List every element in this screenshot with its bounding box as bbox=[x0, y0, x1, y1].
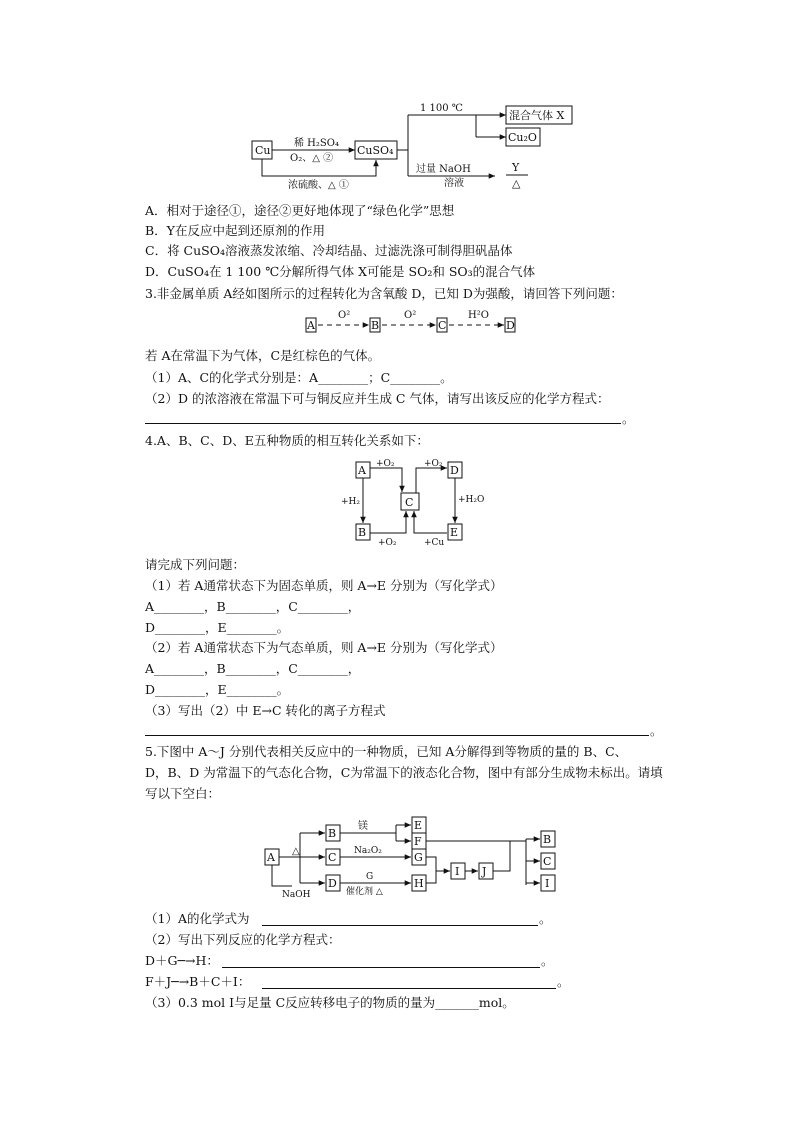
q5-stem-3: 写以下空白： bbox=[145, 786, 221, 801]
node-cu2o-label: Cu₂O bbox=[508, 131, 537, 144]
q3-condition: 若 A在常温下为气体，C是红棕色的气体。 bbox=[145, 348, 381, 363]
q5-catalyst-label: 催化剂 △ bbox=[346, 887, 383, 897]
q5-node-a-label: A bbox=[267, 851, 275, 864]
q5-node-i2-label: I bbox=[545, 877, 550, 890]
q5-part2a-line bbox=[222, 967, 540, 968]
q5-node-c-label: C bbox=[328, 851, 337, 864]
q3-reagent-2: O² bbox=[404, 310, 417, 321]
option-c: C．将 CuSO₄溶液蒸发浓缩、冷却结晶、过滤洗涤可制得胆矾晶体 bbox=[145, 243, 513, 258]
q5-node-c2-label: C bbox=[543, 855, 552, 868]
q3-part2: （2）D 的浓溶液在常温下可与铜反应并生成 C 气体，请写出该反应的化学方程式： bbox=[145, 391, 610, 406]
option-a: A．相对于途径①，途径②更好地体现了“绿色化学”思想 bbox=[145, 203, 455, 218]
q5-mg-label: 镁 bbox=[358, 821, 368, 832]
q5-part1-line bbox=[262, 925, 538, 926]
q4-label-ac: +O₂ bbox=[376, 459, 395, 469]
q5-part2b: F＋J─→B＋C＋I： bbox=[145, 974, 251, 989]
q3-end: 。 bbox=[622, 411, 635, 426]
q5-g-label: G bbox=[366, 872, 374, 882]
q3-stem: 3.非金属单质 A经如图所示的过程转化为含氧酸 D，已知 D为强酸，请回答下列问题： bbox=[145, 286, 623, 301]
q3-chain-diagram bbox=[300, 310, 520, 336]
q4-label-cd: +O₂ bbox=[424, 459, 443, 469]
q5-node-h-label: H bbox=[414, 877, 424, 890]
node-cuso4-label: CuSO₄ bbox=[357, 144, 394, 157]
q4-part1-line2: D________，E________。 bbox=[145, 620, 290, 635]
q5-part1: （1）A的化学式为 bbox=[145, 911, 250, 926]
q4-answer-line bbox=[145, 735, 649, 736]
q4-label-ab: +H₂ bbox=[341, 497, 360, 507]
q4-label-de: +H₂O bbox=[458, 495, 485, 505]
route2-top-label: 稀 H₂SO₄ bbox=[294, 138, 339, 149]
q4-node-b-label: B bbox=[358, 526, 367, 539]
q5-node-f-label: F bbox=[414, 835, 422, 848]
q4-intro: 请完成下列问题： bbox=[145, 557, 246, 572]
node-cu-label: Cu bbox=[255, 144, 271, 157]
q4-cycle-diagram bbox=[340, 456, 510, 548]
q4-part3: （3）写出（2）中 E→C 转化的离子方程式 bbox=[145, 703, 386, 718]
q3-node-b-label: B bbox=[371, 319, 380, 332]
q4-node-d-label: D bbox=[450, 464, 459, 477]
y-label: Y bbox=[512, 161, 520, 174]
naoh-bot-label: 溶液 bbox=[444, 178, 464, 189]
node-gas-x-label: 混合气体 X bbox=[509, 109, 565, 122]
copper-route-diagram bbox=[240, 100, 580, 192]
q4-end: 。 bbox=[650, 723, 663, 738]
q5-node-b2-label: B bbox=[543, 833, 552, 846]
q5-part2a: D＋G─→H： bbox=[145, 953, 219, 968]
q4-part1: （1）若 A通常状态下为固态单质，则 A→E 分别为（写化学式） bbox=[145, 578, 503, 593]
option-d: D．CuSO₄在 1 100 ℃分解所得气体 X可能是 SO₂和 SO₃的混合气体 bbox=[145, 264, 536, 279]
q4-label-ec: +Cu bbox=[424, 538, 445, 548]
temp-label: 1 100 ℃ bbox=[420, 103, 463, 114]
q5-na2o2-label: Na₂O₂ bbox=[354, 846, 382, 856]
q5-part1-end: 。 bbox=[539, 911, 552, 926]
q4-part2: （2）若 A通常状态下为气态单质，则 A→E 分别为（写化学式） bbox=[145, 640, 503, 655]
q4-node-a-label: A bbox=[358, 464, 366, 477]
q4-part1-line1: A________，B________，C________， bbox=[145, 599, 361, 614]
q5-naoh-label: NaOH bbox=[282, 890, 311, 900]
q5-node-e-label: E bbox=[414, 819, 423, 832]
q5-heat-label: △ bbox=[292, 846, 300, 857]
q5-part3: （3）0.3 mol I与足量 C反应转移电子的物质的量为_______mol。 bbox=[145, 995, 515, 1010]
q3-node-c-label: C bbox=[438, 319, 447, 332]
q5-flow-diagram bbox=[260, 813, 560, 901]
q4-part2-line2: D________，E________。 bbox=[145, 682, 290, 697]
q3-answer-line bbox=[145, 423, 621, 424]
route1-label: 浓硫酸、△ ① bbox=[288, 180, 349, 191]
q4-part2-line1: A________，B________，C________， bbox=[145, 661, 361, 676]
q5-node-i-label: I bbox=[455, 865, 460, 878]
q4-label-bc: +O₂ bbox=[378, 538, 397, 548]
q5-node-d-label: D bbox=[328, 877, 337, 890]
heat-label: △ bbox=[512, 177, 521, 190]
q3-node-d-label: D bbox=[506, 319, 515, 332]
q4-node-e-label: E bbox=[450, 526, 459, 539]
q3-reagent-1: O² bbox=[338, 310, 351, 321]
q5-part2: （2）写出下列反应的化学方程式： bbox=[145, 932, 341, 947]
q5-part2b-line bbox=[262, 988, 556, 989]
q5-part2b-end: 。 bbox=[557, 974, 570, 989]
q5-part2a-end: 。 bbox=[541, 953, 554, 968]
q3-node-a-label: A bbox=[307, 319, 315, 332]
naoh-top-label: 过量 NaOH bbox=[416, 164, 471, 175]
option-b: B．Y在反应中起到还原剂的作用 bbox=[145, 223, 325, 238]
q5-node-b-label: B bbox=[328, 827, 337, 840]
q4-node-c-label: C bbox=[405, 496, 414, 509]
q5-node-j-label: J bbox=[482, 865, 487, 878]
q5-stem-2: D，B、D 为常温下的气态化合物，C为常温下的液态化合物，图中有部分生成物未标出。请填 bbox=[145, 765, 663, 780]
q5-node-g-label: G bbox=[414, 851, 423, 864]
q5-stem-1: 5.下图中 A～J 分别代表相关反应中的一种物质，已知 A分解得到等物质的量的 B、C、 bbox=[145, 744, 628, 759]
q4-stem: 4.A、B、C、D、E五种物质的相互转化关系如下： bbox=[145, 433, 429, 448]
q3-part1: （1）A、C的化学式分别是：A________；C________。 bbox=[145, 370, 453, 385]
route2-bot-label: O₂、△ ② bbox=[290, 153, 334, 164]
q3-reagent-3: H²O bbox=[468, 310, 489, 321]
